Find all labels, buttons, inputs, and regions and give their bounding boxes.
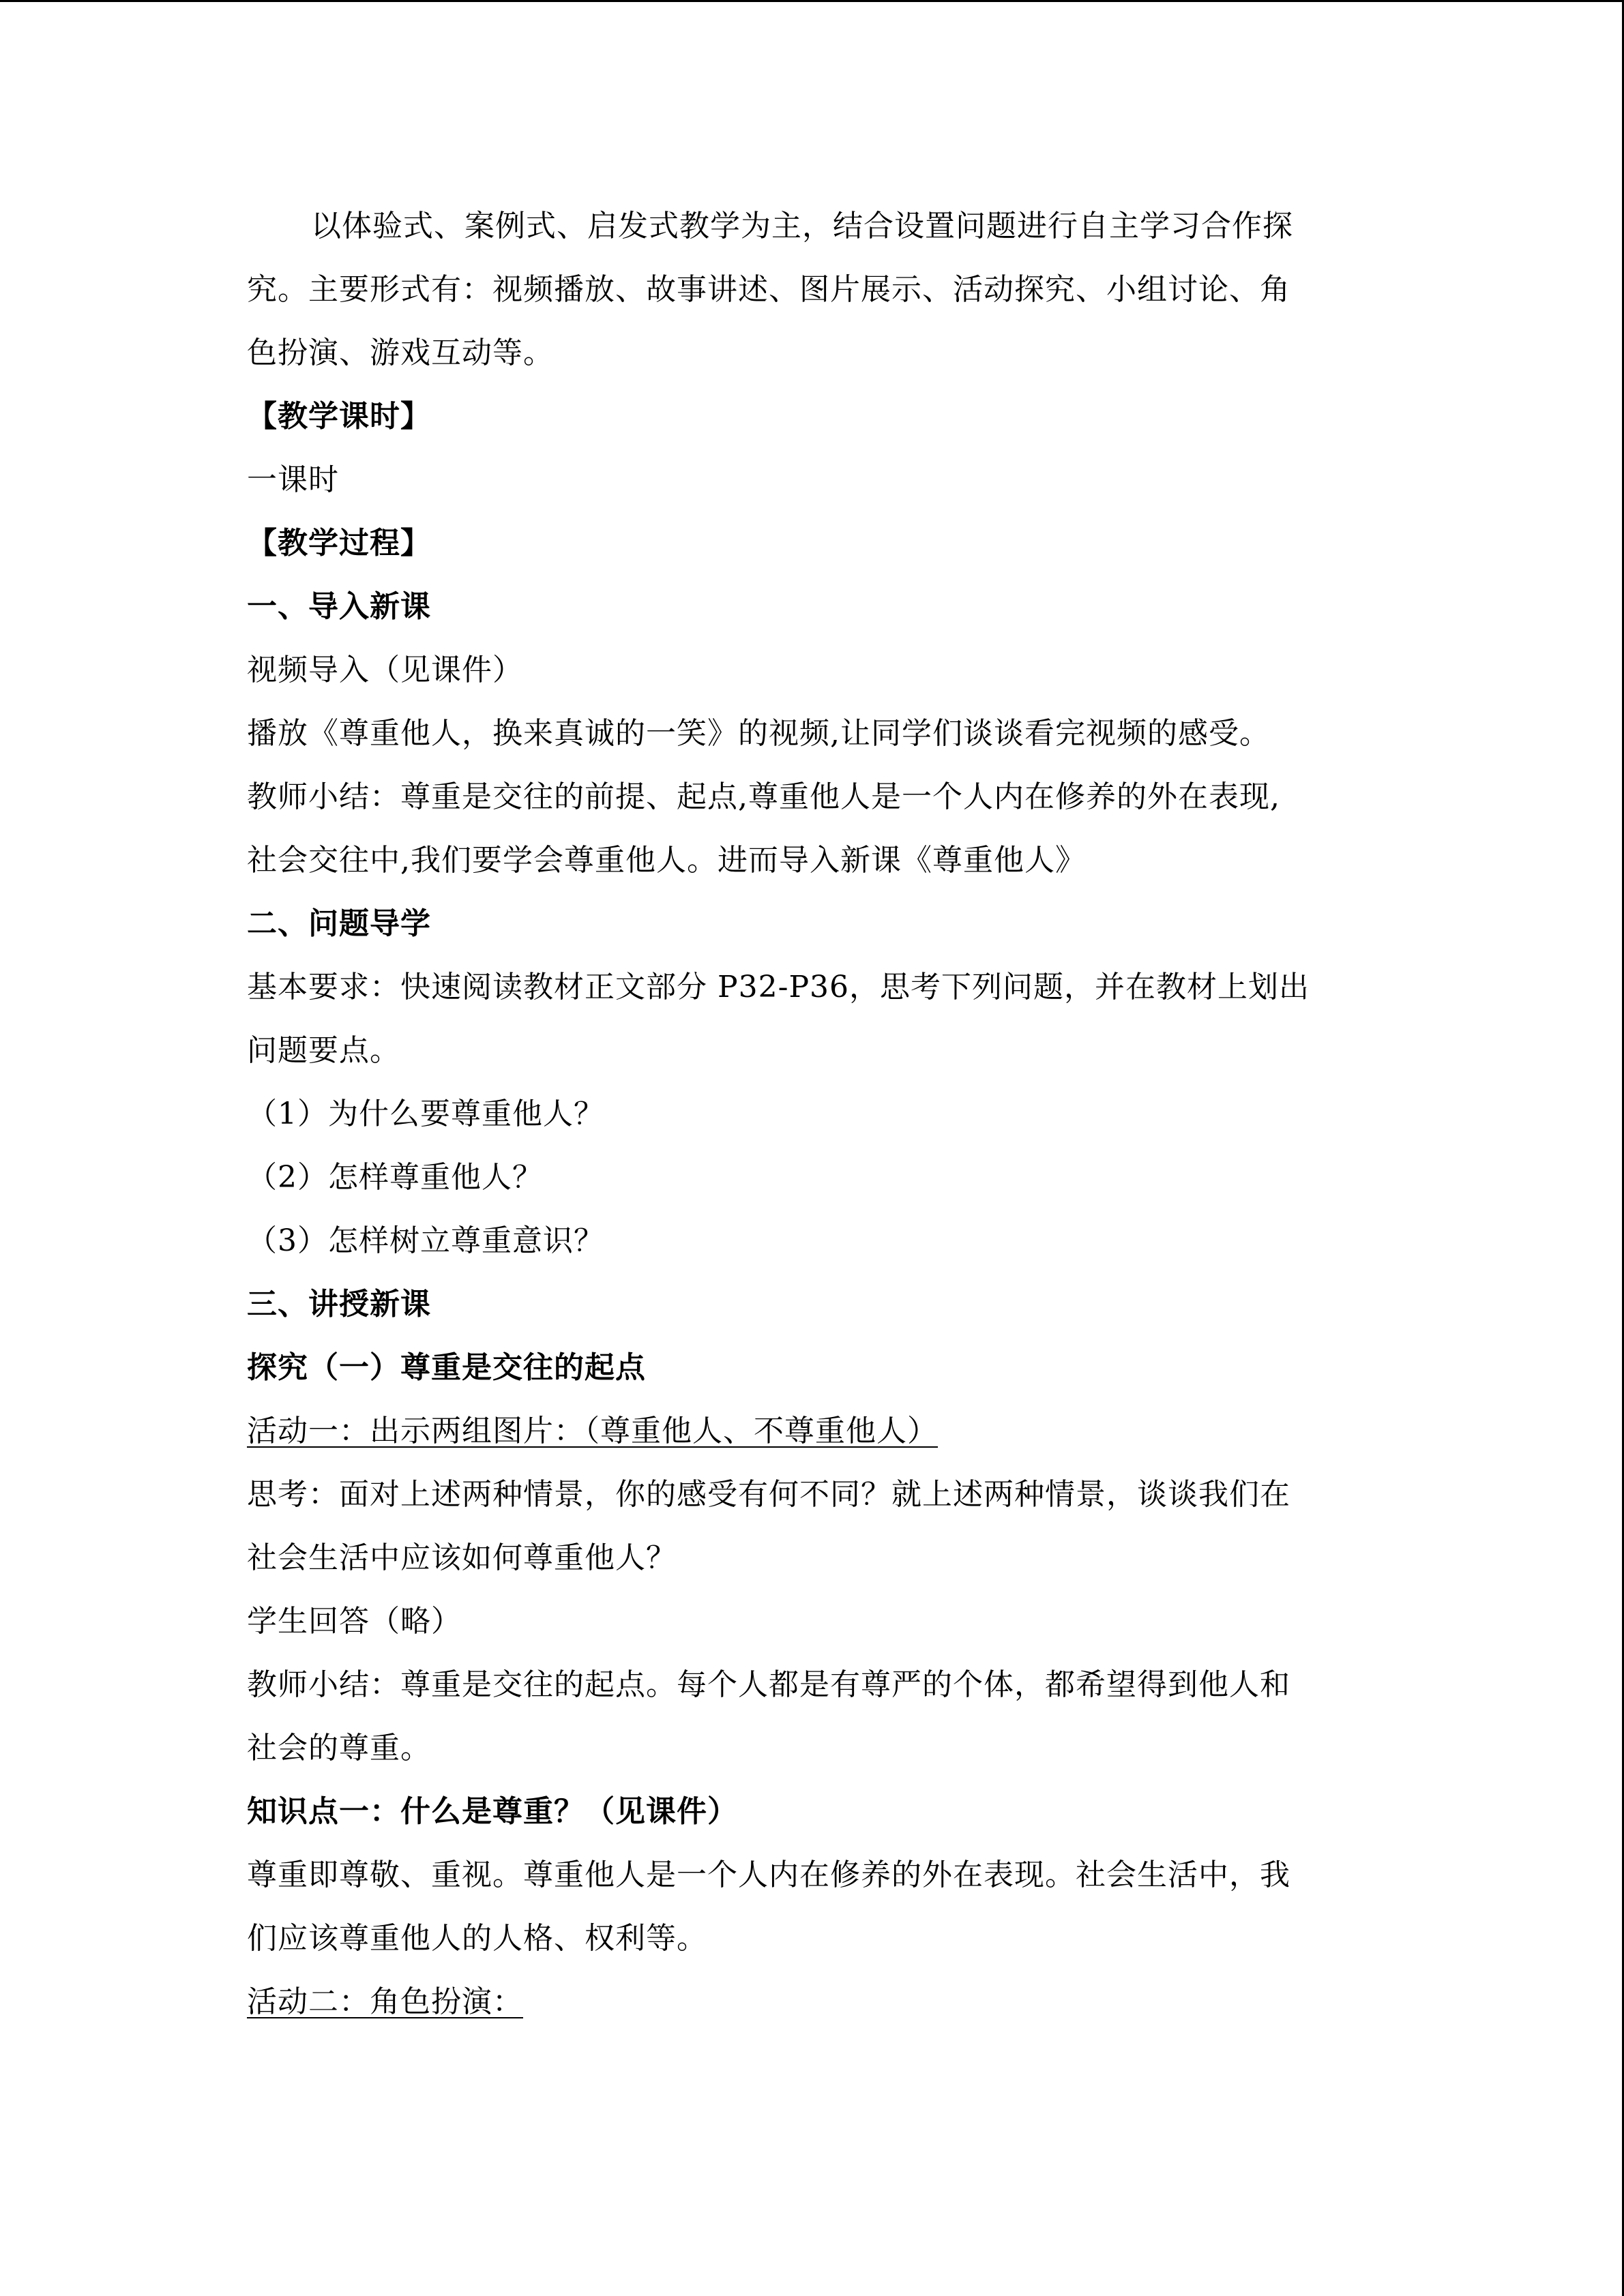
paragraph-line: 基本要求：快速阅读教材正文部分 P32-P36，思考下列问题，并在教材上划出 [247,970,1310,1004]
paragraph-line: 以体验式、案例式、启发式教学为主，结合设置问题进行自主学习合作探 [311,209,1293,243]
paragraph-line: 学生回答（略） [247,1604,462,1639]
paragraph-line: 视频导入（见课件） [247,653,523,687]
subsection-heading: 探究（一）尊重是交往的起点 [247,1350,646,1385]
paragraph-line: 社会的尊重。 [247,1731,431,1765]
paragraph-line: 播放《尊重他人，换来真诚的一笑》的视频,让同学们谈谈看完视频的感受。 [247,716,1270,751]
question-item: （1）为什么要尊重他人？ [247,1097,604,1131]
question-item: （3）怎样树立尊重意识？ [247,1223,604,1258]
section-heading: 【教学课时】 [247,399,431,434]
knowledge-point-heading: 知识点一：什么是尊重？（见课件） [247,1794,738,1829]
paragraph-line: 们应该尊重他人的人格、权利等。 [247,1921,707,1956]
paragraph-line: 问题要点。 [247,1033,400,1068]
page-border-top [0,0,1624,2]
paragraph-line: 尊重即尊敬、重视。尊重他人是一个人内在修养的外在表现。社会生活中，我 [247,1858,1290,1892]
paragraph-line: 社会交往中,我们要学会尊重他人。进而导入新课《尊重他人》 [247,843,1086,878]
paragraph-line: 思考：面对上述两种情景，你的感受有何不同？就上述两种情景，谈谈我们在 [247,1477,1290,1512]
paragraph-line: 教师小结：尊重是交往的起点。每个人都是有尊严的个体，都希望得到他人和 [247,1667,1290,1702]
paragraph-line: 色扮演、游戏互动等。 [247,336,554,370]
section-heading: 【教学过程】 [247,526,431,561]
paragraph-line: 究。主要形式有：视频播放、故事讲述、图片展示、活动探究、小组讨论、角 [247,272,1290,307]
section-heading: 三、讲授新课 [247,1287,431,1322]
paragraph-line: 社会生活中应该如何尊重他人？ [247,1540,677,1575]
paragraph-line: 一课时 [247,462,339,497]
activity-heading: 活动二：角色扮演： [247,1984,523,2019]
paragraph-line: 教师小结：尊重是交往的前提、起点,尊重他人是一个人内在修养的外在表现, [247,779,1280,814]
question-item: （2）怎样尊重他人？ [247,1160,543,1195]
section-heading: 二、问题导学 [247,906,431,941]
document-body [247,194,1365,2033]
activity-heading: 活动一：出示两组图片：（尊重他人、不尊重他人） [247,1414,938,1448]
section-heading: 一、导入新课 [247,589,431,624]
